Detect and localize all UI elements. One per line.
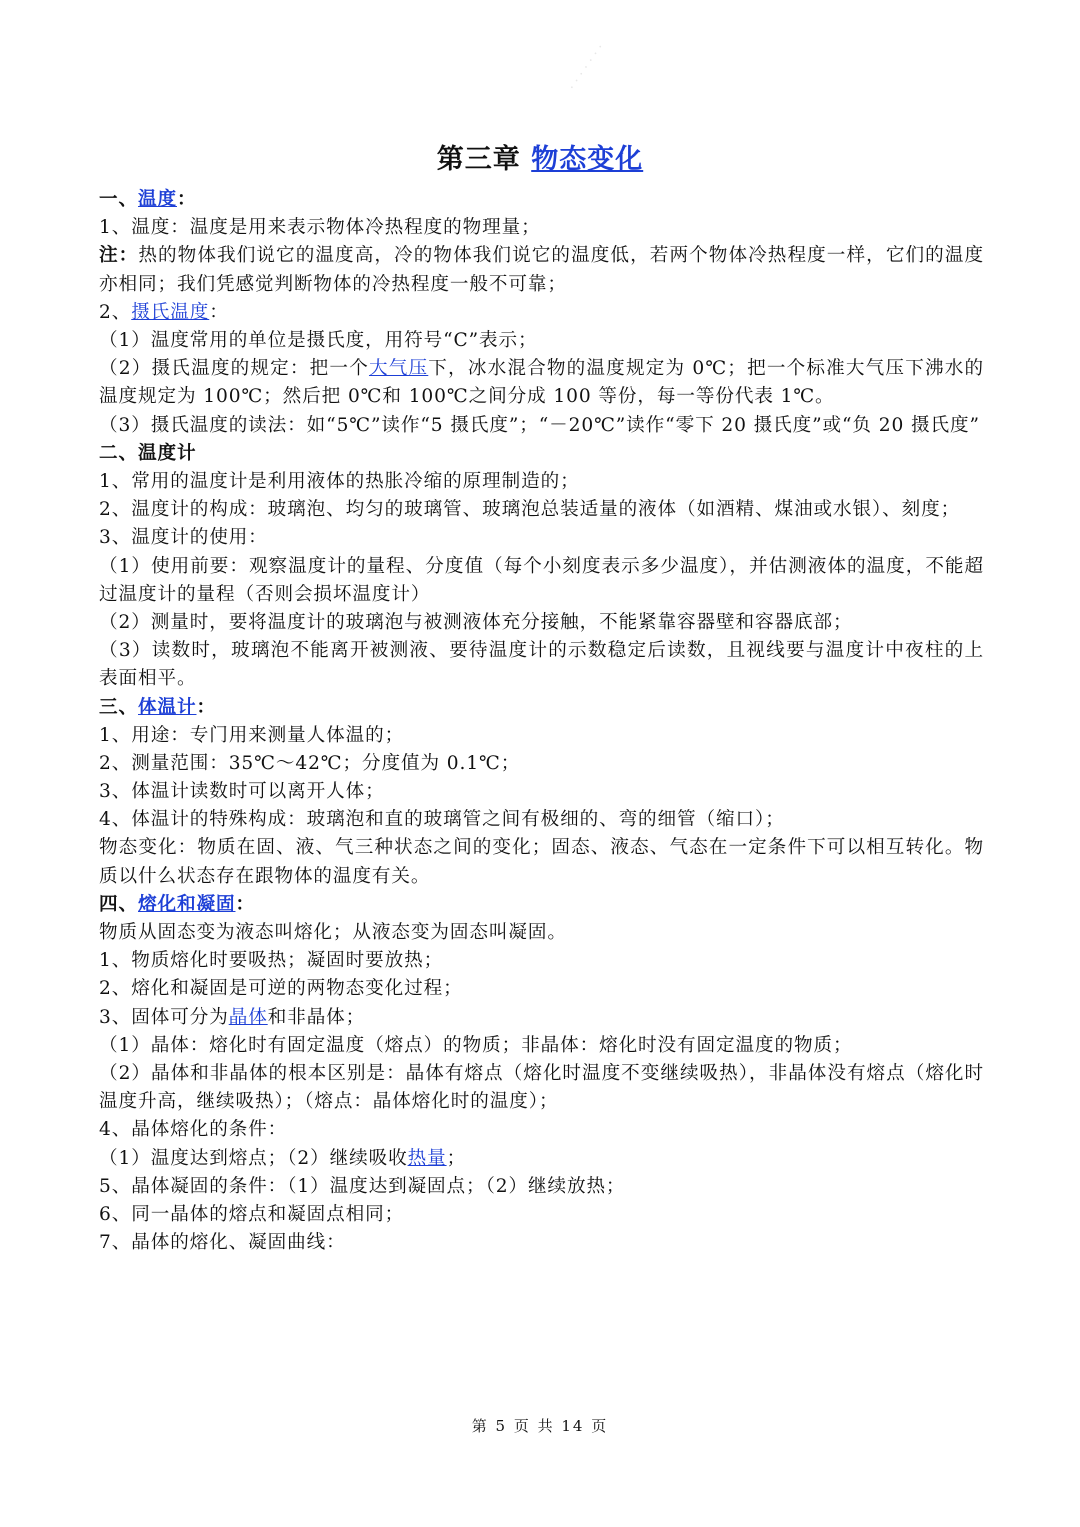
text-segment: （1）温度达到熔点；（2）继续吸收 xyxy=(99,1147,408,1169)
inline-link[interactable]: 热量 xyxy=(407,1147,447,1169)
section-heading xyxy=(99,694,984,722)
inline-link[interactable]: 晶体 xyxy=(228,1006,268,1028)
paragraph xyxy=(99,1004,984,1032)
paragraph xyxy=(99,355,984,411)
paragraph: 物态变化：物质在固、液、气三种状态之间的变化；固态、液态、气态在一定条件下可以相互转化。物质以什么状态存在跟物体的温度有关。 xyxy=(99,837,984,887)
paragraph: 5、晶体凝固的条件：（1）温度达到凝固点；（2）继续放热； xyxy=(99,1175,626,1197)
paragraph: 3、体温计读数时可以离开人体； xyxy=(99,781,385,803)
paragraph: 2、测量范围：35℃～42℃；分度值为 0.1℃； xyxy=(99,752,521,774)
section-colon: ： xyxy=(177,189,197,210)
paragraph: （1）晶体：熔化时有固定温度（熔点）的物质；非晶体：熔化时没有固定温度的物质； xyxy=(99,1034,853,1056)
page-footer: 第 5 页 共 14 页 xyxy=(471,1417,609,1435)
title-prefix: 第三章 xyxy=(436,144,532,175)
paragraph: （2）晶体和非晶体的根本区别是：晶体有熔点（熔化时温度不变继续吸热），非晶体没有熔点（熔化时温度升高，继续吸热）；（熔点：晶体熔化时的温度）； xyxy=(99,1063,984,1113)
paragraph: （1）使用前要：观察温度计的量程、分度值（每个小刻度表示多少温度），并估测液体的温度，不能超过温度计的量程（否则会损坏温度计） xyxy=(99,555,984,605)
paragraph: （3）摄氏温度的读法：如“5℃”读作“5 摄氏度”；“－20℃”读作“零下 20 摄氏度”或“负 20 摄氏度” xyxy=(99,414,980,436)
paragraph: （2）测量时，要将温度计的玻璃泡与被测液体充分接触，不能紧靠容器壁和容器底部； xyxy=(99,611,853,633)
paragraph: （3）读数时，玻璃泡不能离开被测液、要待温度计的示数稳定后读数，且视线要与温度计中夜柱的上表面相平。 xyxy=(99,640,984,690)
paragraph: 1、用途：专门用来测量人体温的； xyxy=(99,724,405,746)
section-colon: ： xyxy=(235,893,255,915)
paragraph: 物质从固态变为液态叫熔化；从液态变为固态叫凝固。 xyxy=(99,922,567,944)
paragraph: 1、物质熔化时要吸热；凝固时要放热； xyxy=(99,950,444,972)
section-link[interactable]: 温度 xyxy=(138,189,177,210)
inline-link[interactable]: 大气压 xyxy=(368,358,429,380)
note-paragraph xyxy=(99,242,984,298)
paragraph: 2、温度计的构成：玻璃泡、均匀的玻璃管、玻璃泡总装适量的液体（如酒精、煤油或水银）、刻度； xyxy=(99,499,961,521)
paragraph: 4、晶体熔化的条件： xyxy=(99,1119,288,1141)
inline-link[interactable]: 摄氏温度 xyxy=(131,301,210,323)
paragraph: 2、熔化和凝固是可逆的两物态变化过程； xyxy=(99,978,463,1000)
title-link[interactable]: 物态变化 xyxy=(531,144,644,175)
text-segment: 3、固体可分为 xyxy=(99,1006,229,1028)
text-segment: ； xyxy=(446,1147,467,1169)
watermark: · · · · · · · xyxy=(565,41,609,94)
section-heading xyxy=(99,891,984,919)
text-segment: （2）摄氏温度的规定：把一个 xyxy=(99,358,369,380)
section-number: 三、 xyxy=(99,696,138,718)
section-link[interactable]: 体温计 xyxy=(138,696,197,718)
paragraph: 3、温度计的使用： xyxy=(99,527,268,549)
paragraph: 6、同一晶体的熔点和凝固点相同； xyxy=(99,1203,405,1225)
item-number: 2、 xyxy=(99,301,132,323)
note-label: 注： xyxy=(99,245,139,267)
text-segment: 和非晶体； xyxy=(267,1006,366,1028)
paragraph: 1、温度：温度是用来表示物体冷热程度的物理量； xyxy=(99,217,541,239)
note-text: 热的物体我们说它的温度高，冷的物体我们说它的温度低，若两个物体冷热程度一样，它们的温度亦相同；我们凭感觉判断物体的冷热程度一般不可靠； xyxy=(99,245,984,295)
paragraph: 4、体温计的特殊构成：玻璃泡和直的玻璃管之间有极细的、弯的细管（缩口）； xyxy=(99,809,785,831)
chapter-title xyxy=(0,140,1080,180)
paragraph xyxy=(99,299,984,327)
section-number: 四、 xyxy=(99,893,138,915)
item-colon: ： xyxy=(209,301,229,323)
paragraph: （1）温度常用的单位是摄氏度，用符号“C”表示； xyxy=(99,329,538,351)
section-link[interactable]: 熔化和凝固 xyxy=(138,893,236,915)
section-number: 一、 xyxy=(99,189,138,210)
section-heading xyxy=(99,186,984,214)
text-segment: 下，冰水混合物的温度规定为 0℃；把一个标准大气压下沸水的温度规定为 100℃；然后把 0℃和 100℃之间分成 100 等份，每一等份代表 1℃。 xyxy=(99,358,984,408)
paragraph: 7、晶体的熔化、凝固曲线： xyxy=(99,1232,346,1254)
content xyxy=(99,186,984,1257)
paragraph xyxy=(99,1145,984,1173)
section-colon: ： xyxy=(196,696,216,718)
section-heading: 二、温度计 xyxy=(99,442,197,464)
paragraph: 1、常用的温度计是利用液体的热胀冷缩的原理制造的； xyxy=(99,470,580,492)
